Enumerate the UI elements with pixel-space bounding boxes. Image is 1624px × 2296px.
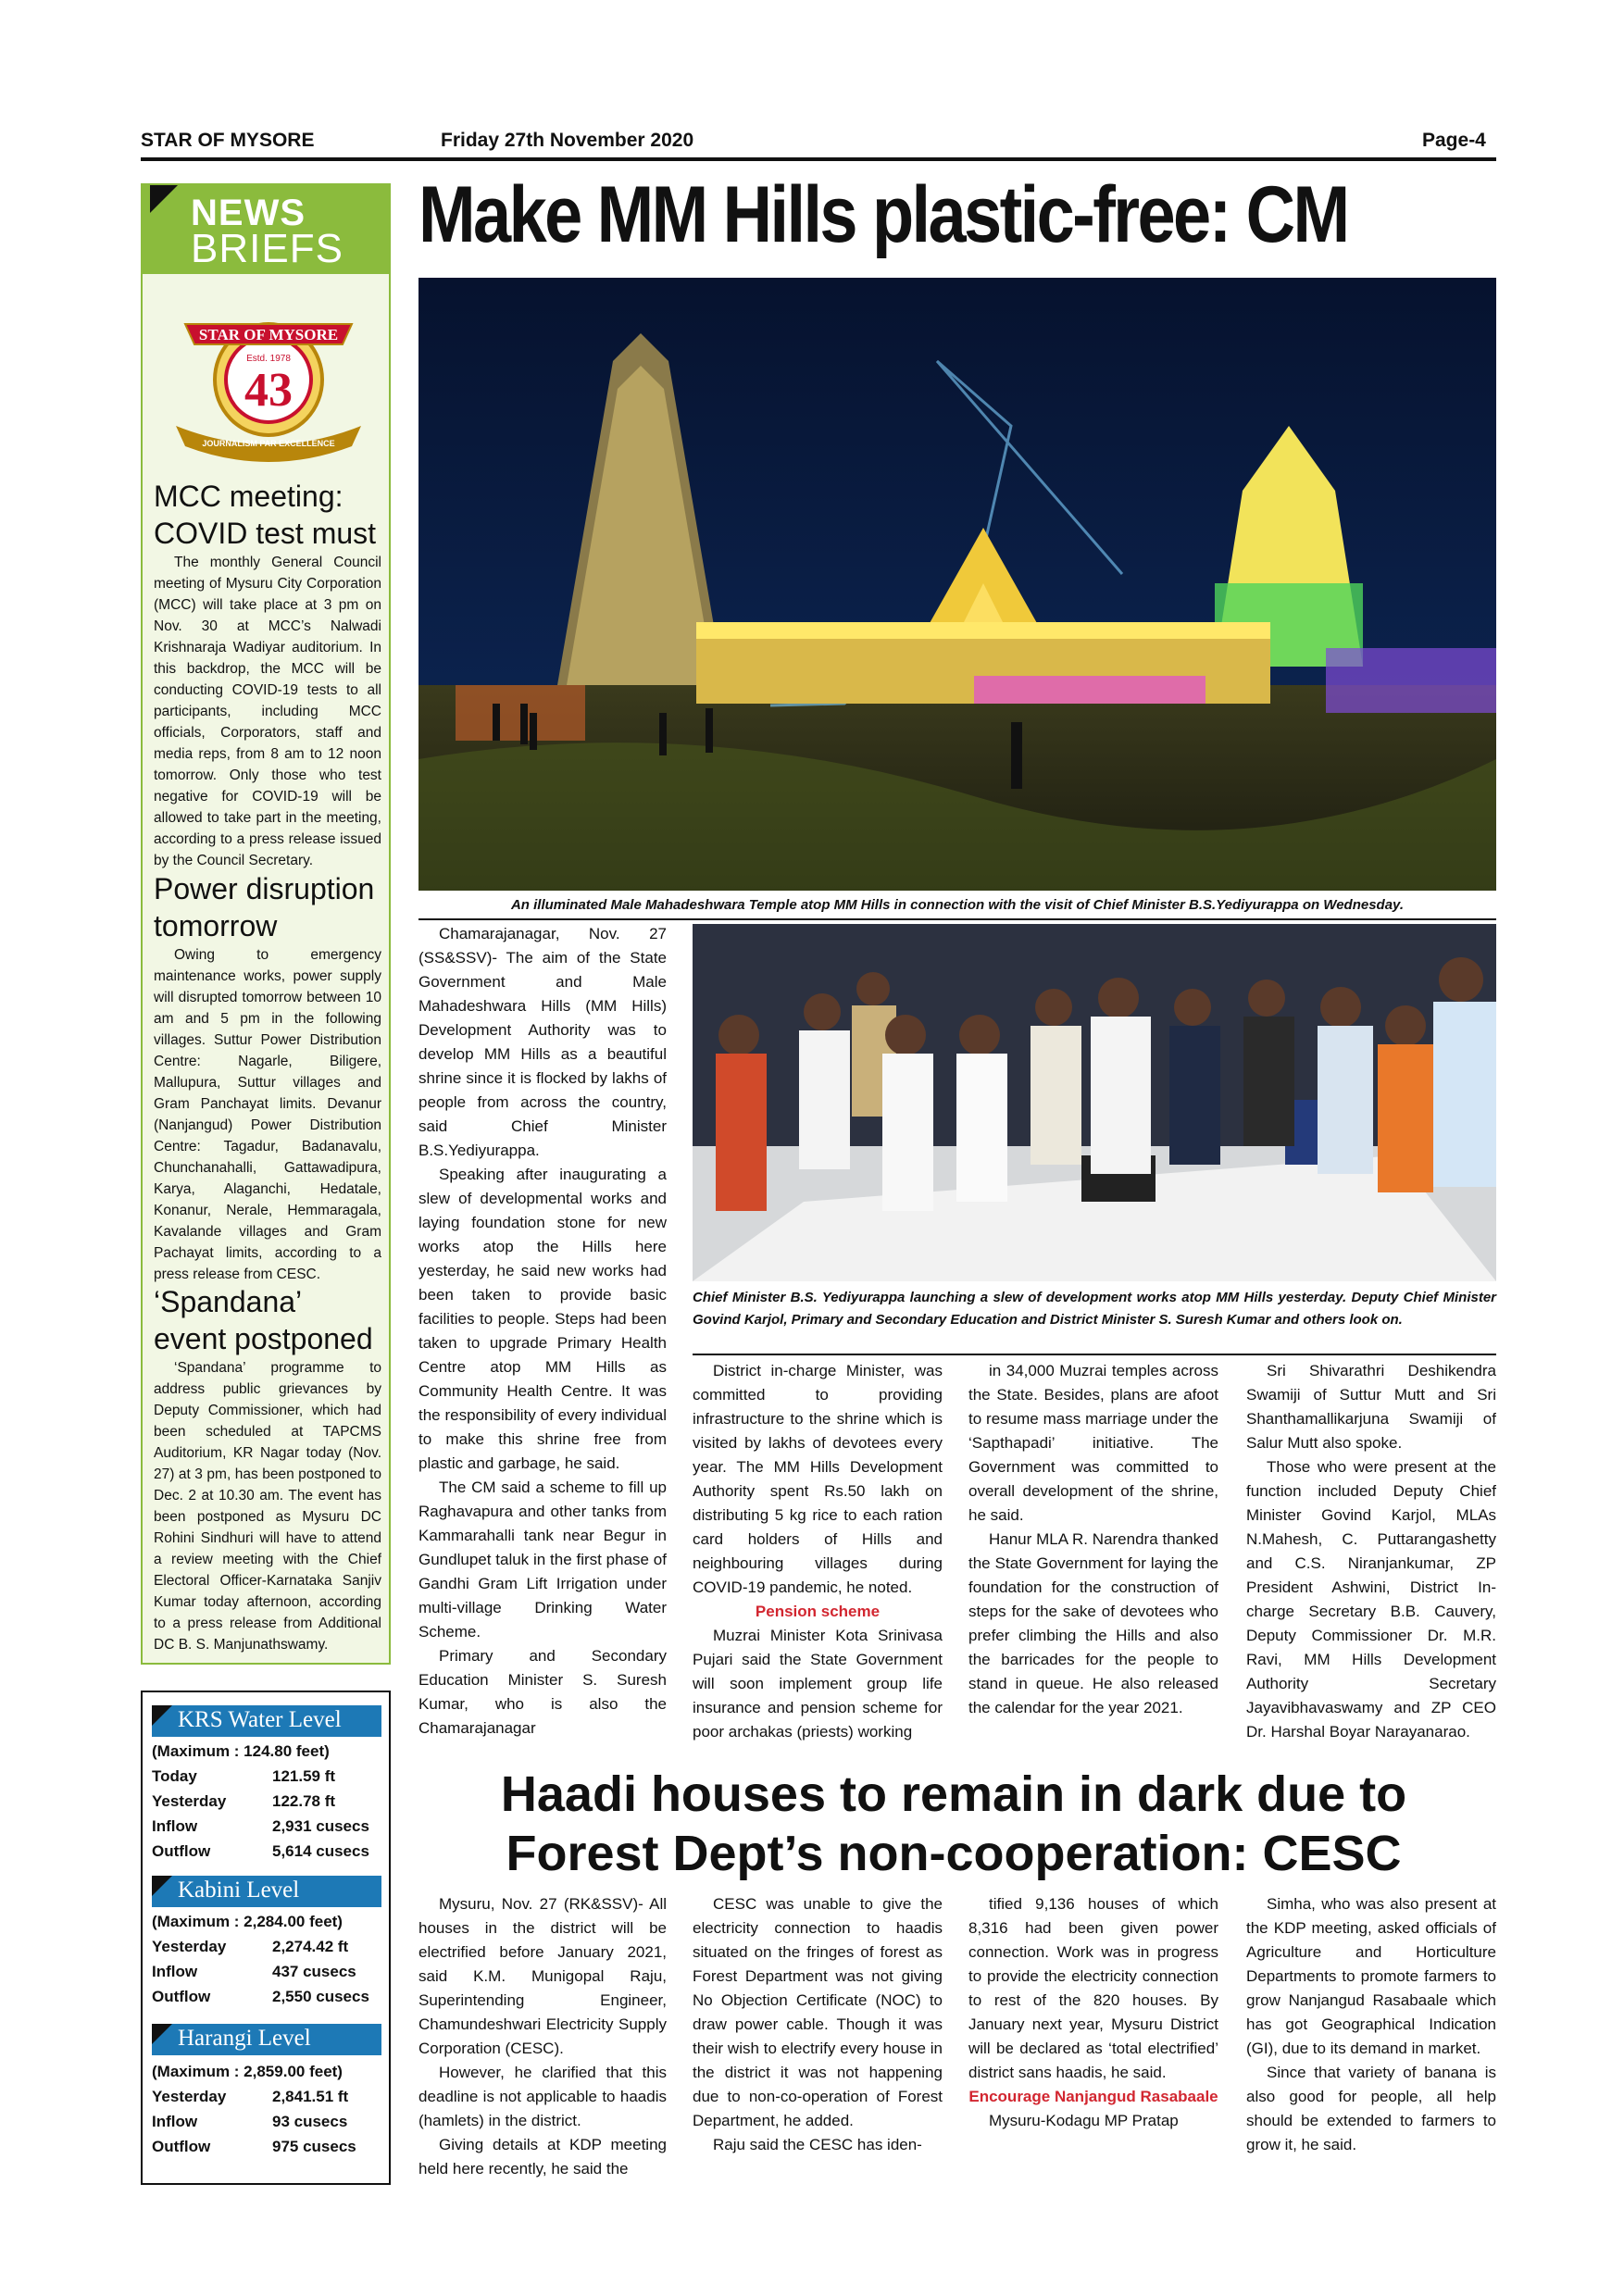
cm-launch-photo-image [693, 924, 1496, 1281]
row-label: Outflow [152, 2138, 211, 2155]
row-label: Yesterday [152, 2088, 227, 2105]
row-value: 2,274.42 ft [272, 1938, 349, 1955]
paragraph: Chamarajanagar, Nov. 27 (SS&SSV)- The aim of the State Government and Male Mahadeshwara Hills (MM Hills) Development Authority was to develop MM Hills as a beautiful shrine since it is flocked by lakhs of people from across the country, said Chief Minister B.S.Yediyurappa. [418, 925, 667, 1159]
corner-mark-icon [152, 1705, 172, 1726]
krs-row-yesterday [152, 1792, 383, 1817]
kabini-max: (Maximum : 2,284.00 feet) [152, 1913, 343, 1930]
emblem-estd: Estd. 1978 [246, 354, 291, 364]
paragraph: CESC was unable to give the electricity connection to haadis situated on the fringes of forest as Forest Department was not giving No Objection Certificate (NOC) to draw power cable. Though it was their wish to electrify every house in the district it was not happening due to non-co-operation of Forest Department, he added. [693, 1895, 943, 2129]
harangi-row-inflow [152, 2113, 383, 2138]
krs-row-today [152, 1767, 383, 1792]
brief-title-1: MCC meeting: COVID test must [154, 480, 377, 550]
row-value: 2,931 cusecs [272, 1817, 369, 1835]
cm-launch-photo-caption: Chief Minister B.S. Yediyurappa launching a slew of development works atop MM Hills yesterday. Deputy Chief Minister Govind Karjol, Primary and Secondary Education and District Minister S. Suresh Kumar and others look on. [693, 1290, 1496, 1328]
paragraph: tified 9,136 houses of which 8,316 had been given power connection. Work was in progress to provide the electricity connection to rest of the 820 houses. By January next year, Mysuru District will be declared as ‘total electrified’ district sans haadis, he said. [968, 1895, 1218, 2081]
paragraph: Mysuru, Nov. 27 (RK&SSV)- All houses in the district will be electrified before January 2021, said K.M. Munigopal Raju, Superintending Engineer, Chamundeshwari Electricity Supply Corporation (CESC). [418, 1895, 667, 2057]
emblem-ribbon: JOURNALISM PAR EXCELLENCE [202, 439, 335, 448]
paragraph: Giving details at KDP meeting held here recently, he said the [418, 2136, 667, 2177]
corner-mark-icon [152, 1876, 172, 1896]
paragraph: Raju said the CESC has iden- [713, 2136, 922, 2153]
row-value: 2,841.51 ft [272, 2088, 349, 2105]
paragraph: in 34,000 Muzrai temples across the State. Besides, plans are afoot to resume mass marriage under the ‘Sapthapadi’ initiative. The Government was committed to overall development of the shrine, he said. [968, 1362, 1218, 1524]
corner-mark-icon [150, 185, 178, 213]
caption-rule-2 [693, 1354, 1496, 1355]
row-label: Yesterday [152, 1938, 227, 1955]
harangi-row-yesterday [152, 2088, 383, 2113]
news-briefs-panel [141, 183, 391, 1665]
brief-title-2: Power disruption tomorrow [154, 872, 375, 942]
row-label: Inflow [152, 1963, 198, 1980]
story2-column-4 [1246, 1892, 1496, 2157]
row-label: Yesterday [152, 1792, 227, 1810]
row-value: 5,614 cusecs [272, 1842, 369, 1860]
masthead-rule [141, 157, 1496, 161]
caption-rule [418, 918, 1496, 920]
krs-level-title: KRS Water Level [178, 1707, 342, 1732]
story2-column-2 [693, 1892, 943, 2157]
row-value: 122.78 ft [272, 1792, 336, 1810]
temple-photo-image [418, 278, 1496, 891]
headline-haadi-line1: Haadi houses to remain in dark due to [500, 1766, 1407, 1822]
row-label: Outflow [152, 1988, 211, 2005]
brief-text-3: ‘Spandana’ programme to address public grievances by Deputy Commissioner, which had been scheduled at TAPCMS Auditorium, KR Nagar today (Nov. 27) at 3 pm, has been postponed to Dec. 2 at 10.30 am. The event has been postponed as Mysuru DC Rohini Sindhuri will have to attend a review meeting with the Chief Electoral Officer-Karnataka Sanjiv Kumar today afternoon, according to a press release from Additional DC B. S. Manjunathswamy. [154, 1360, 381, 1653]
subhead-pension-scheme: Pension scheme [755, 1603, 881, 1620]
corner-mark-icon [152, 2024, 172, 2044]
krs-level-header [152, 1705, 381, 1737]
paragraph: Simha, who was also present at the KDP meeting, asked officials of Agriculture and Horticulture Departments to promote farmers to grow Nanjangud Rasabaale which has got Geographical Indication (GI), due to its demand in market. [1246, 1895, 1496, 2057]
kabini-row-outflow [152, 1988, 383, 2013]
row-label: Outflow [152, 1842, 211, 1860]
row-label: Inflow [152, 2113, 198, 2130]
paragraph: Speaking after inaugurating a slew of developmental works and laying foundation stone for new works atop the Hills here yesterday, he said new works had been taken to provide basic facilities to people. Steps had been taken to upgrade Primary Health Centre atop MM Hills as Community Health Centre. It was the responsibility of every individual to make this shrine free from plastic and garbage, he said. [418, 1166, 667, 1472]
subhead-nanjangud-rasabaale: Encourage Nanjangud Rasabaale [968, 2088, 1218, 2105]
briefs-title-line2: BRIEFS [191, 226, 344, 271]
story2-column-3 [968, 1892, 1218, 2133]
anniversary-emblem [167, 287, 370, 463]
kabini-level-header [152, 1876, 381, 1907]
emblem-number: 43 [244, 364, 293, 417]
harangi-max: (Maximum : 2,859.00 feet) [152, 2063, 343, 2080]
paragraph: Sri Shivarathri Deshikendra Swamiji of Suttur Mutt and Sri Shanthamallikarjuna Swamiji of Salur Mutt also spoke. [1246, 1362, 1496, 1452]
page-number: Page-4 [1422, 130, 1486, 151]
paper-name: STAR OF MYSORE [141, 130, 315, 151]
brief-text-2: Owing to emergency maintenance works, power supply will disrupted tomorrow between 10 am and 5 pm in the following villages. Suttur Power Distribution Centre: Nagarle, Biligere, Mallupura, Suttur villages and Gram Panchayat limits. Devanur (Nanjangud) Power Distribution Centre: Tagadur, Badanavalu, Chunchanahalli, Gattawadipura, Karya, Alaganchi, Hedatale, Konanur, Nerale, Hemmaragala, Kavalande villages and Gram Pachayat limits, according to a press release from CESC. [154, 947, 381, 1282]
row-value: 2,550 cusecs [272, 1988, 369, 2005]
news-briefs-header [143, 185, 389, 274]
temple-photo [418, 278, 1496, 891]
krs-row-outflow [152, 1842, 383, 1867]
headline-haadi-line2: Forest Dept’s non-cooperation: CESC [506, 1826, 1402, 1881]
krs-row-inflow [152, 1817, 383, 1842]
cm-launch-photo [693, 924, 1496, 1281]
harangi-level-header [152, 2024, 381, 2055]
issue-date: Friday 27th November 2020 [441, 130, 694, 151]
kabini-row-inflow [152, 1963, 383, 1988]
briefs-title-line1: NEWS [191, 193, 306, 233]
row-value: 93 cusecs [272, 2113, 348, 2130]
row-value: 437 cusecs [272, 1963, 356, 1980]
paragraph: Since that variety of banana is also good for people, all help should be extended to farmers to grow it, he said. [1246, 2064, 1496, 2153]
story1-column-1 [418, 922, 667, 1741]
kabini-level-title: Kabini Level [178, 1878, 300, 1903]
row-value: 975 cusecs [272, 2138, 356, 2155]
harangi-level-title: Harangi Level [178, 2026, 311, 2051]
story1-column-2 [693, 1359, 943, 1744]
row-label: Today [152, 1767, 197, 1785]
temple-photo-caption: An illuminated Male Mahadeshwara Temple atop MM Hills in connection with the visit of Chief Minister B.S.Yediyurappa on Wednesday. [510, 897, 1405, 913]
emblem-banner: STAR OF MYSORE [198, 326, 339, 343]
kabini-row-yesterday [152, 1938, 383, 1963]
paragraph: Mysuru-Kodagu MP Pratap [989, 2112, 1179, 2129]
paragraph: Those who were present at the function included Deputy Chief Minister Govind Karjol, MLAs N.Mahesh, C. Puttarangashetty and C.S. Niranjankumar, ZP President Ashwini, District In-charge Secretary B.B. Cauvery, Deputy Commissioner Dr. M.R. Ravi, MM Hills Development Authority Secretary Jayavibhavaswamy and ZP CEO Dr. Harshal Boyar Narayanarao. [1246, 1458, 1496, 1741]
row-label: Inflow [152, 1817, 198, 1835]
row-value: 121.59 ft [272, 1767, 336, 1785]
paragraph: Primary and Secondary Education Minister S. Suresh Kumar, who is also the Chamarajanagar [418, 1647, 667, 1737]
paragraph: District in-charge Minister, was committed to providing infrastructure to the shrine which is visited by lakhs of devotees every year. The MM Hills Development Authority spent Rs.50 lakh on distributing 5 kg rice to each ration card holders of Hills and neighbouring villages during COVID-19 pandemic, he noted. [693, 1362, 943, 1596]
paragraph: The CM said a scheme to fill up Raghavapura and other tanks from Kammarahalli tank near Begur in Gundlupet taluk in the first phase of Gandhi Gram Lift Irrigation under multi-village Drinking Water Scheme. [418, 1479, 667, 1641]
story2-column-1 [418, 1892, 667, 2181]
harangi-row-outflow [152, 2138, 383, 2163]
paragraph: Muzrai Minister Kota Srinivasa Pujari said the State Government will soon implement group life insurance and pension scheme for poor archakas (priests) working [693, 1627, 943, 1741]
story1-column-3 [968, 1359, 1218, 1720]
paragraph: However, he clarified that this deadline is not applicable to haadis (hamlets) in the district. [418, 2064, 667, 2129]
brief-title-3: ‘Spandana’ event postponed [154, 1285, 373, 1355]
paragraph: Hanur MLA R. Narendra thanked the State Government for laying the foundation for the construction of steps for the sake of devotees who prefer climbing the Hills and also the barricades for the people to stand in queue. He also released the calendar for the year 2021. [968, 1530, 1218, 1716]
headline-mm-hills: Make MM Hills plastic-free: CM [418, 170, 1348, 259]
water-level-box [141, 1691, 391, 2185]
story1-column-4 [1246, 1359, 1496, 1744]
krs-max: (Maximum : 124.80 feet) [152, 1742, 330, 1760]
brief-text-1: The monthly General Council meeting of Mysuru City Corporation (MCC) will take place at 3 pm on Nov. 30 at MCC’s Nalwadi Krishnaraja Wadiyar auditorium. In this backdrop, the MCC will be conducting COVID-19 tests to all participants, including MCC officials, Corporators, staff and media reps, from 8 am to 12 noon tomorrow. Only those who test negative for COVID-19 will be allowed to take part in the meeting, according to a press release issued by the Council Secretary. [154, 555, 381, 868]
